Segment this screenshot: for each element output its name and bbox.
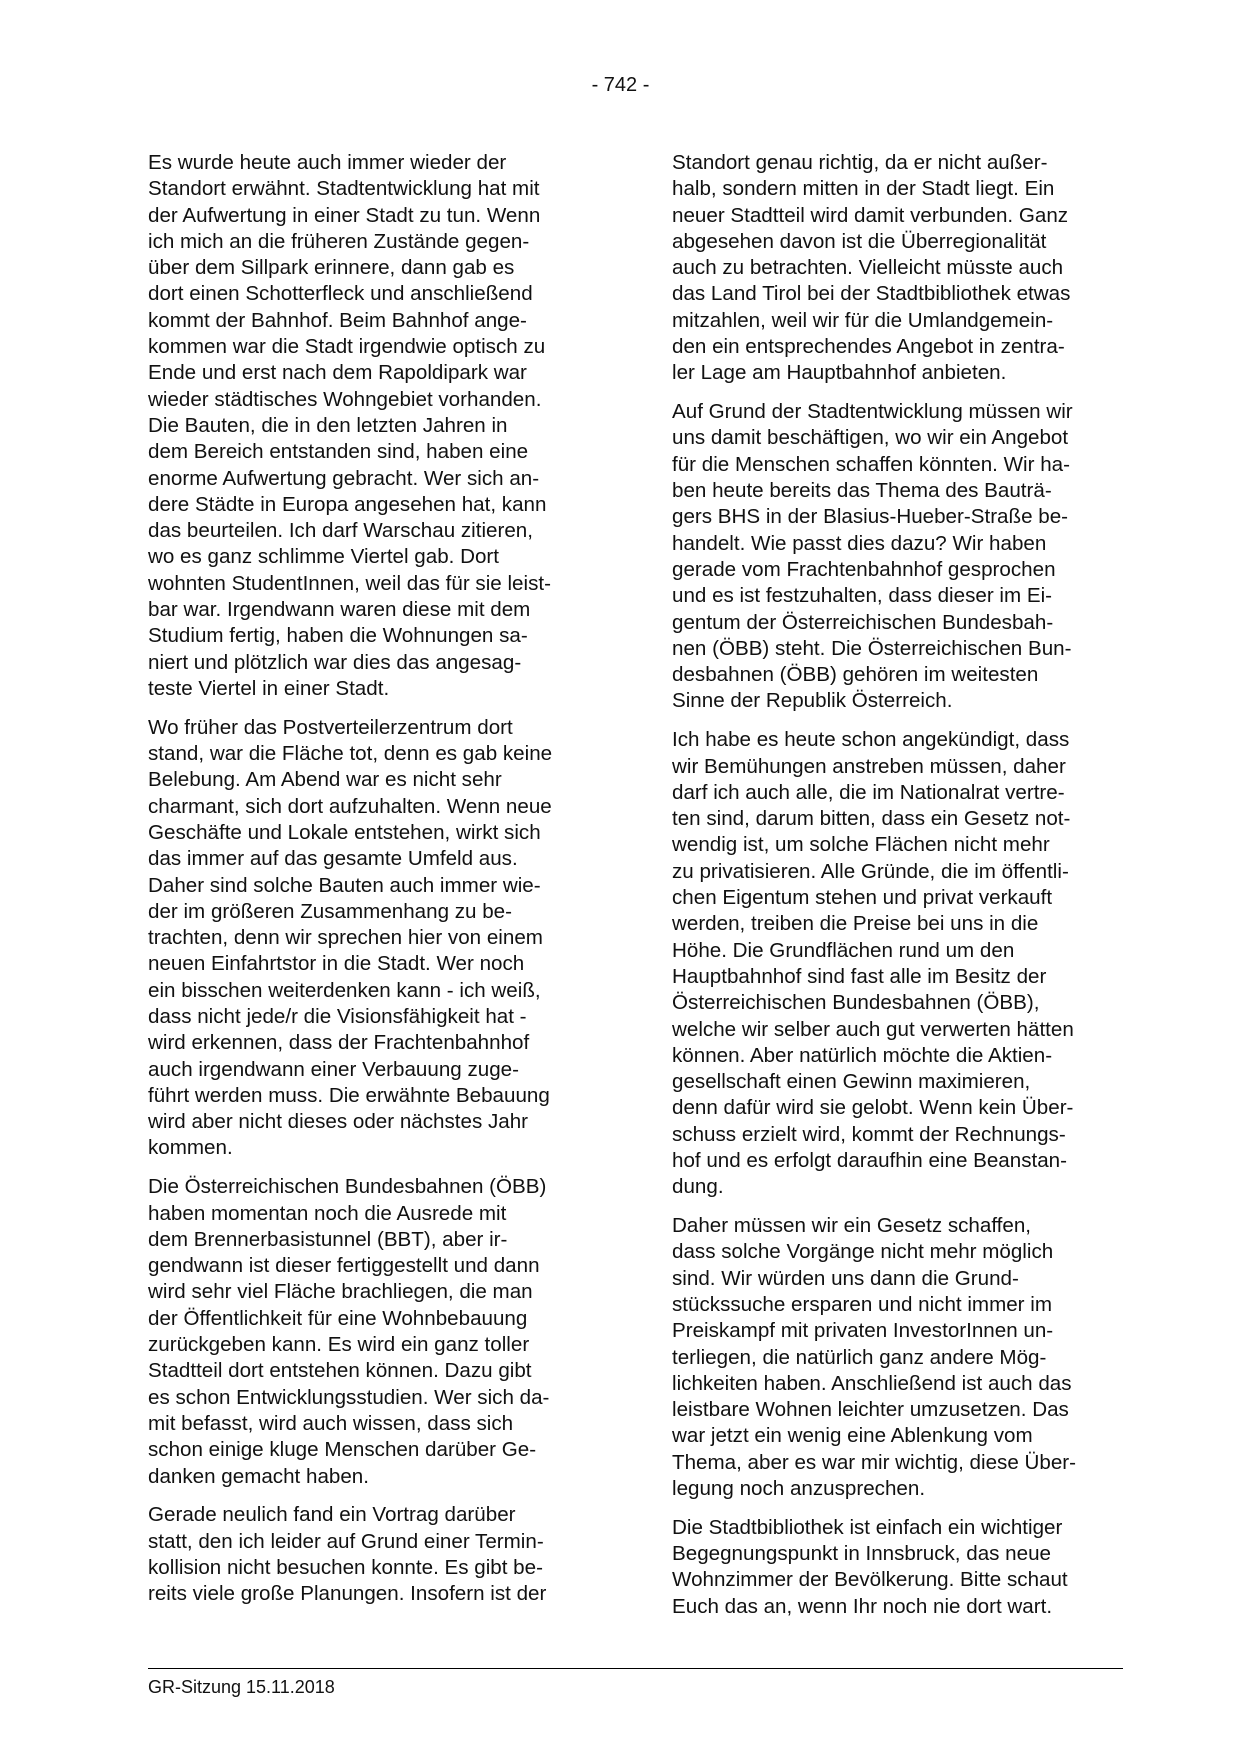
text-line: haben momentan noch die Ausrede mit (148, 1201, 507, 1225)
text-line: ich mich an die früheren Zustände gegen- (148, 229, 530, 253)
paragraph (672, 1213, 1122, 1502)
text-line: Ende und erst nach dem Rapoldipark war (148, 361, 527, 385)
text-line: kommen. (148, 1136, 233, 1160)
text-line: werden, treiben die Preise bei uns in die (672, 912, 1039, 936)
text-line: dem Bereich entstanden sind, haben eine (148, 440, 529, 464)
text-line: enorme Aufwertung gebracht. Wer sich an- (148, 466, 540, 490)
text-line: das beurteilen. Ich darf Warschau zitieren, (148, 519, 533, 543)
page-number: - 742 - (591, 74, 650, 96)
left-column (148, 150, 598, 1620)
text-line: ten sind, darum bitten, dass ein Gesetz not- (672, 807, 1071, 831)
text-line: Hauptbahnhof sind fast alle im Besitz der (672, 964, 1047, 988)
text-line: halb, sondern mitten in der Stadt liegt. Ein (672, 177, 1055, 201)
text-line: dort einen Schotterfleck und anschließend (148, 282, 533, 306)
text-line: mit befasst, wird auch wissen, dass sich (148, 1411, 514, 1435)
text-line: für die Menschen schaffen könnten. Wir ha- (672, 452, 1070, 476)
text-line: war jetzt ein wenig eine Ablenkung vom (672, 1424, 1033, 1448)
text-line: Studium fertig, haben die Wohnungen sa- (148, 624, 528, 648)
text-line: gesellschaft einen Gewinn maximieren, (672, 1070, 1031, 1094)
text-line: niert und plötzlich war dies das angesag- (148, 650, 522, 674)
text-line: schon einige kluge Menschen darüber Ge- (148, 1438, 537, 1462)
text-line: ein bisschen weiterdenken kann - ich weiß, (148, 978, 541, 1002)
text-line: gerade vom Frachtenbahnhof gesprochen (672, 557, 1056, 581)
text-line: danken gemacht haben. (148, 1464, 369, 1488)
text-line: chen Eigentum stehen und privat verkauft (672, 886, 1053, 910)
text-line: es schon Entwicklungsstudien. Wer sich da- (148, 1385, 550, 1409)
text-line: sind. Wir würden uns dann die Grund- (672, 1266, 1019, 1290)
text-line: Die Stadtbibliothek ist einfach ein wichtiger (672, 1515, 1063, 1539)
paragraph (672, 727, 1122, 1200)
text-line: Begegnungspunkt in Innsbruck, das neue (672, 1542, 1051, 1566)
text-line: legung noch anzusprechen. (672, 1477, 926, 1501)
paragraph (672, 399, 1122, 715)
text-line: Es wurde heute auch immer wieder der (148, 151, 507, 174)
text-line: der im größeren Zusammenhang zu be- (148, 899, 512, 923)
text-line: mitzahlen, weil wir für die Umlandgemein- (672, 308, 1054, 332)
text-line: trachten, denn wir sprechen hier von einem (148, 926, 543, 950)
text-line: handelt. Wie passt dies dazu? Wir haben (672, 531, 1047, 555)
text-line: Geschäfte und Lokale entstehen, wirkt sich (148, 820, 541, 844)
paragraph (672, 150, 1122, 387)
text-line: wendig ist, um solche Flächen nicht mehr (672, 833, 1050, 857)
text-line: darf ich auch alle, die im Nationalrat vertre- (672, 780, 1065, 804)
text-line: Daher sind solche Bauten auch immer wie- (148, 873, 541, 897)
text-line: Die Österreichischen Bundesbahnen (ÖBB) (148, 1175, 547, 1199)
text-line: wir Bemühungen anstreben müssen, daher (672, 754, 1066, 778)
text-line: zurückgeben kann. Es wird ein ganz toller (148, 1333, 530, 1357)
text-line: dass nicht jede/r die Visionsfähigkeit hat - (148, 1005, 527, 1028)
text-line: über dem Sillpark erinnere, dann gab es (148, 256, 515, 280)
text-line: gers BHS in der Blasius-Hueber-Straße be- (672, 505, 1069, 529)
text-line: wird aber nicht dieses oder nächstes Jahr (148, 1110, 529, 1134)
text-line: kommt der Bahnhof. Beim Bahnhof ange- (148, 308, 527, 332)
paragraph (148, 1502, 598, 1607)
text-line: Euch das an, wenn Ihr noch nie dort wart. (672, 1594, 1053, 1618)
text-line: neuer Stadtteil wird damit verbunden. Ganz (672, 203, 1069, 227)
text-line: terliegen, die natürlich ganz andere Mög- (672, 1345, 1047, 1369)
text-line: Standort erwähnt. Stadtentwicklung hat mit (148, 177, 540, 201)
text-line: das Land Tirol bei der Stadtbibliothek etwas (672, 282, 1071, 306)
text-line: kommen war die Stadt irgendwie optisch zu (148, 335, 546, 359)
text-line: wird sehr viel Fläche brachliegen, die man (148, 1280, 533, 1304)
paragraph (148, 1174, 598, 1490)
text-line: können. Aber natürlich möchte die Aktien- (672, 1043, 1053, 1067)
text-line: Stadtteil dort entstehen können. Dazu gibt (148, 1359, 532, 1383)
text-line: reits viele große Planungen. Insofern ist der (148, 1582, 547, 1606)
text-line: abgesehen davon ist die Überregionalität (672, 229, 1047, 253)
text-line: Ich habe es heute schon angekündigt, dass (672, 728, 1070, 752)
text-line: wieder städtisches Wohngebiet vorhanden. (148, 387, 542, 411)
text-line: gentum der Österreichischen Bundesbah- (672, 610, 1054, 634)
text-line: Wohnzimmer der Bevölkerung. Bitte schaut (672, 1568, 1068, 1592)
text-line: Auf Grund der Stadtentwicklung müssen wir (672, 400, 1073, 424)
text-line: charmant, sich dort aufzuhalten. Wenn neue (148, 794, 552, 818)
text-line: Österreichischen Bundesbahnen (ÖBB), (672, 991, 1040, 1015)
footer-session-date: GR-Sitzung 15.11.2018 (148, 1677, 335, 1697)
footer-divider (148, 1668, 1123, 1669)
text-line: auch zu betrachten. Vielleicht müsste auch (672, 256, 1064, 280)
text-line: wird erkennen, dass der Frachtenbahnhof (148, 1031, 530, 1055)
text-line: das immer auf das gesamte Umfeld aus. (148, 847, 518, 871)
text-line: stand, war die Fläche tot, denn es gab keine (148, 742, 553, 766)
text-line: neuen Einfahrtstor in die Stadt. Wer noch (148, 952, 525, 976)
text-line: lichkeiten haben. Anschließend ist auch das (672, 1371, 1072, 1395)
text-line: uns damit beschäftigen, wo wir ein Angebot (672, 426, 1069, 450)
text-line: Höhe. Die Grundflächen rund um den (672, 938, 1015, 962)
text-line: dung. (672, 1175, 724, 1199)
text-line: dem Brennerbasistunnel (BBT), aber ir- (148, 1227, 508, 1251)
text-line: teste Viertel in einer Stadt. (148, 676, 390, 700)
text-line: desbahnen (ÖBB) gehören im weitesten (672, 663, 1039, 687)
text-line: stückssuche ersparen und nicht immer im (672, 1292, 1052, 1316)
text-line: führt werden muss. Die erwähnte Bebauung (148, 1083, 550, 1107)
text-line: und es ist festzuhalten, dass dieser im Ei- (672, 584, 1053, 608)
text-line: auch irgendwann einer Verbauung zuge- (148, 1057, 519, 1081)
text-line: den ein entsprechendes Angebot in zentra- (672, 335, 1065, 359)
text-line: Preiskampf mit privaten InvestorInnen un- (672, 1319, 1054, 1343)
text-line: hof und es erfolgt daraufhin eine Beanstan- (672, 1148, 1067, 1172)
right-column (672, 150, 1122, 1633)
text-line: denn dafür wird sie gelobt. Wenn kein Über- (672, 1096, 1074, 1120)
paragraph (148, 715, 598, 1162)
paragraph (148, 150, 598, 702)
text-line: Sinne der Republik Österreich. (672, 689, 953, 713)
text-line: Standort genau richtig, da er nicht außer- (672, 151, 1048, 174)
text-line: der Öffentlichkeit für eine Wohnbebauung (148, 1306, 528, 1330)
text-line: Thema, aber es war mir wichtig, diese Über- (672, 1450, 1077, 1474)
text-line: statt, den ich leider auf Grund einer Termin- (148, 1529, 544, 1553)
text-line: Gerade neulich fand ein Vortrag darüber (148, 1503, 516, 1527)
text-line: Belebung. Am Abend war es nicht sehr (148, 768, 502, 792)
text-line: leistbare Wohnen leichter umzusetzen. Das (672, 1398, 1069, 1422)
text-line: ben heute bereits das Thema des Bauträ- (672, 479, 1052, 503)
text-line: schuss erzielt wird, kommt der Rechnungs- (672, 1122, 1066, 1146)
text-line: Die Bauten, die in den letzten Jahren in (148, 413, 508, 437)
text-line: der Aufwertung in einer Stadt zu tun. Wenn (148, 203, 541, 227)
text-line: wohnten StudentInnen, weil das für sie leist- (148, 571, 551, 595)
text-line: bar war. Irgendwann waren diese mit dem (148, 598, 531, 622)
text-line: welche wir selber auch gut verwerten hätten (672, 1017, 1074, 1041)
text-line: dass solche Vorgänge nicht mehr möglich (672, 1240, 1054, 1264)
text-line: zu privatisieren. Alle Gründe, die im öffentli- (672, 859, 1069, 883)
text-line: Daher müssen wir ein Gesetz schaffen, (672, 1214, 1032, 1238)
paragraph (672, 1515, 1122, 1620)
text-line: dere Städte in Europa angesehen hat, kann (148, 492, 547, 516)
text-line: ler Lage am Hauptbahnhof anbieten. (672, 361, 1007, 385)
text-line: kollision nicht besuchen konnte. Es gibt be- (148, 1555, 543, 1579)
text-line: Wo früher das Postverteilerzentrum dort (148, 715, 513, 739)
text-line: nen (ÖBB) steht. Die Österreichischen Bun- (672, 636, 1072, 660)
text-line: wo es ganz schlimme Viertel gab. Dort (148, 545, 500, 569)
text-line: gendwann ist dieser fertiggestellt und dann (148, 1254, 540, 1278)
